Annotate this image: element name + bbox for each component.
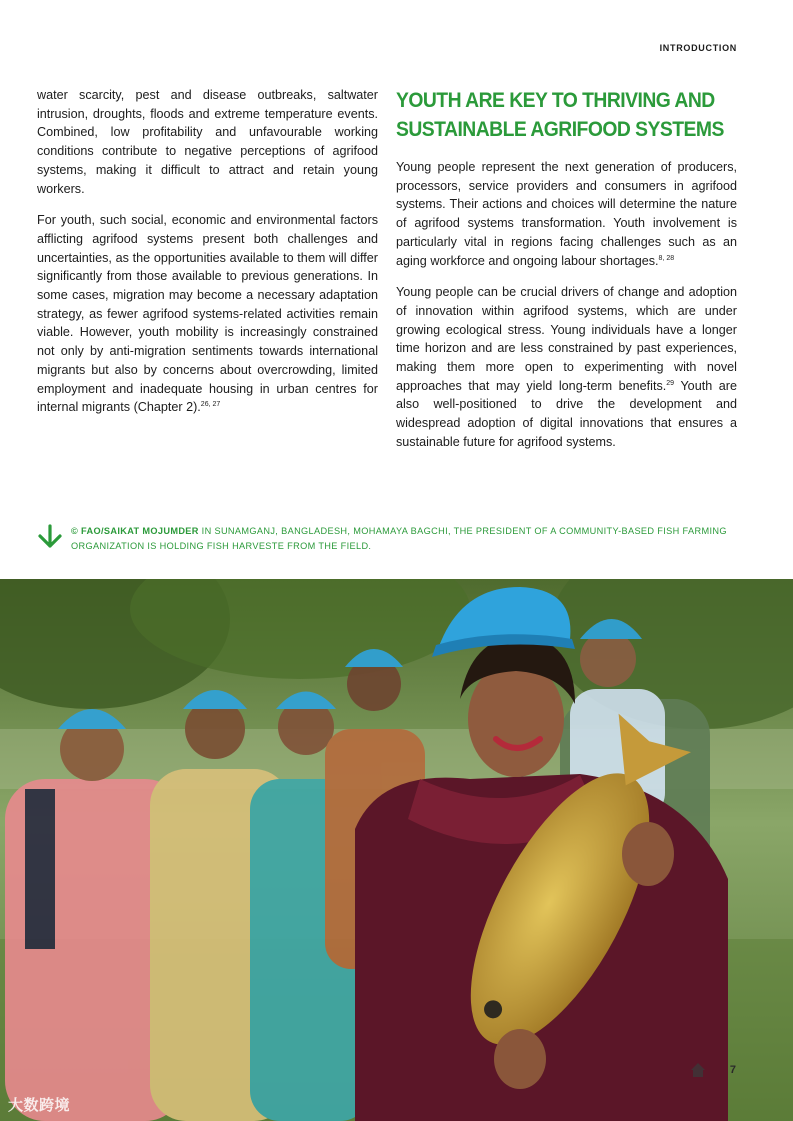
photo-credit: © FAO/SAIKAT MOJUMDER: [71, 526, 199, 536]
photo-caption: [37, 524, 737, 554]
photo-illustration: [0, 579, 793, 1121]
photo-fish-farmers: [0, 579, 793, 1121]
arrow-down-icon: [37, 524, 63, 550]
section-heading: YOUTH ARE KEY TO THRIVING AND SUSTAINABLE AGRIFOOD SYSTEMS: [396, 88, 724, 141]
left-column: [37, 86, 378, 430]
home-icon[interactable]: [689, 1061, 707, 1079]
caption-text: © FAO/SAIKAT MOJUMDER IN SUNAMGANJ, BANGLADESH, MOHAMAYA BAGCHI, THE PRESIDENT OF A COMMUNITY-BASED FISH FARMING ORGANIZATION IS HOLDING FISH HARVESTE FROM THE FIELD.: [71, 526, 727, 551]
paragraph: Young people can be crucial drivers of change and adoption of innovation within agrifood systems, which are under growing ecological stress. Young individuals have a longer time horizon and are less constrained by past experiences, making them more open to experimenting with novel approaches that may yield long-term benefits.$^{29}$ Youth are also well-positioned to drive the development and widespread adoption of digital innovations that ensures a sustainable future for agrifood systems.: [396, 285, 737, 449]
citation-refs[interactable]: 29: [666, 379, 675, 387]
page-number: 7: [729, 1064, 736, 1076]
paragraph: water scarcity, pest and disease outbreaks, saltwater intrusion, droughts, floods and extreme temperature events. Combined, low profitability and unfavourable working conditions contribute to negative perceptions of agrifood systems, making it difficult to attract and retain young workers.: [37, 88, 378, 196]
section-label: INTRODUCTION: [659, 43, 737, 53]
paragraph: For youth, such social, economic and environmental factors afflicting agrifood systems present both challenges and uncertainties, as the opportunities available to them will differ significantly from those available to previous generations. In some cases, migration may become a necessary adaptation strategy, as fewer agrifood systems-related activities remain viable. However, youth mobility is increasingly constrained not only by anti-migration sentiments towards international migrants but also by concerns about overcrowding, limited employment and inadequate housing in urban centres for internal migrants (Chapter 2).$^{26, 27}$: [37, 213, 378, 415]
right-column: [396, 86, 737, 465]
citation-refs[interactable]: 8, 28: [658, 254, 675, 262]
paragraph: Young people represent the next generation of producers, processors, service providers and consumers in agrifood systems. Their actions and choices will determine the nature of agrifood systems transformation. Youth involvement is particularly vital in regions facing challenges such as an aging workforce and ongoing labour shortages.$^{8, 28}$: [396, 160, 737, 268]
watermark-logo: 大数跨境: [8, 1097, 71, 1114]
citation-refs[interactable]: 26, 27: [200, 401, 221, 409]
